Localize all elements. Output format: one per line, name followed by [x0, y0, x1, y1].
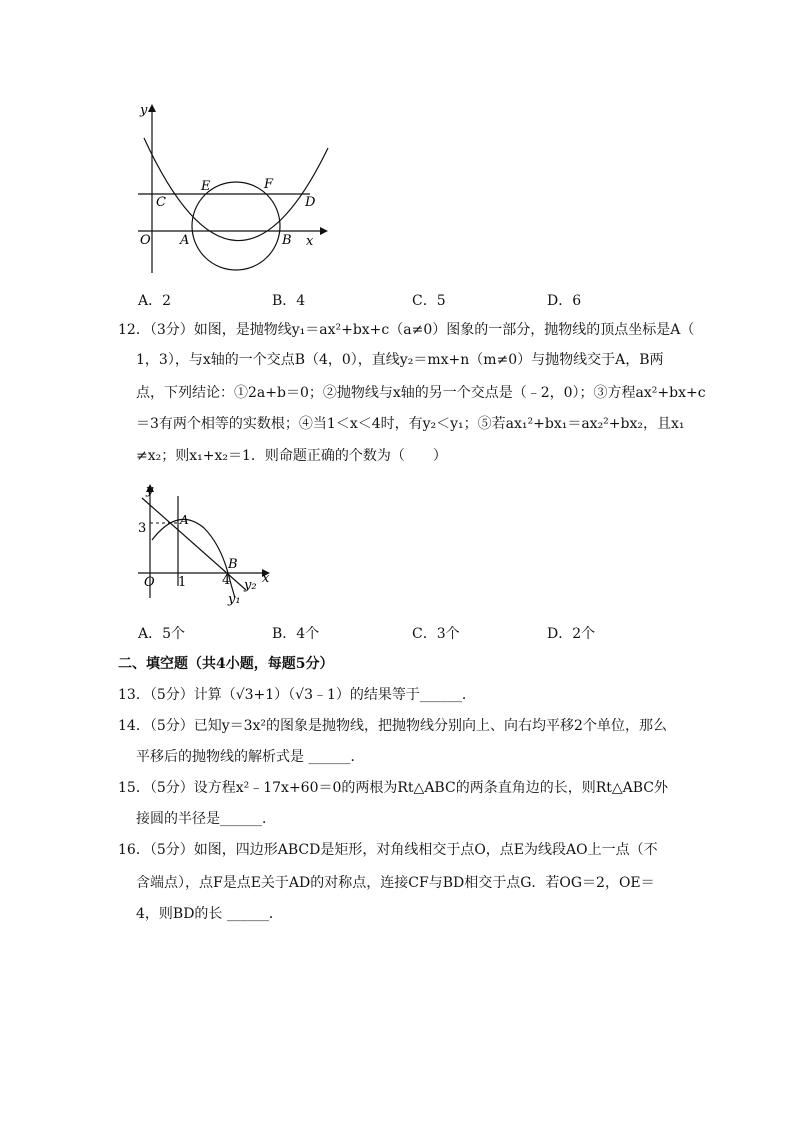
q12-figure [128, 478, 278, 608]
q11-label-d: D [305, 195, 316, 210]
q11-label-y: y [140, 103, 148, 118]
q16-line-1: 16．（5分）如图，四边形ABCD是矩形，对角线相交于点O，点E为线段AO上一点（不 [118, 842, 658, 858]
q11-figure [120, 98, 340, 278]
q12-label-a: A [180, 513, 189, 527]
q12-choices [0, 623, 794, 643]
q11-choices [0, 290, 794, 310]
q11-label-a: A [180, 233, 190, 248]
q11-circle [192, 182, 280, 270]
q12-label-1: 1 [178, 575, 187, 590]
q12-label-y: y [146, 483, 154, 498]
q12-label-y2: y₂ [244, 578, 257, 593]
q11-y-arrow-icon [148, 104, 156, 112]
q12-line-5: ≠x₂；则x₁+x₂＝1．则命题正确的个数为（ ） [136, 448, 447, 464]
q14-line-1: 14．（5分）已知y＝3x²的图象是抛物线，把抛物线分别向上、向右均平移2个单位，那么 [118, 718, 667, 734]
q11-label-e: E [201, 179, 211, 194]
q11-choice-a[interactable]: A．2 [138, 293, 172, 309]
q12-label-4: 4 [222, 573, 231, 588]
q11-choice-c[interactable]: C．5 [412, 293, 446, 309]
q12-line-3: 点，下列结论：①2a+b＝0；②抛物线与x轴的另一个交点是（﹣2，0）；③方程ax²+bx+c [136, 385, 706, 401]
q12-line-4: ＝3有两个相等的实数根；④当1＜x＜4时，有y₂＜y₁；⑤若ax₁²+bx₁＝ax₂²+bx₂，且x₁ [136, 416, 685, 432]
q14-line-2: 平移后的抛物线的解析式是 ______． [136, 749, 365, 765]
q11-choice-d[interactable]: D．6 [547, 293, 582, 309]
q12-line-2: 1，3），与x轴的一个交点B（4，0），直线y₂＝mx+n（m≠0）与抛物线交于A，B两 [136, 352, 664, 368]
q12-choice-d[interactable]: D．2个 [547, 626, 596, 642]
q12-label-y1: y₁ [228, 592, 241, 607]
q12-label-b: B [228, 557, 238, 572]
q12-line-y2 [142, 498, 246, 590]
q11-label-x: x [306, 234, 314, 249]
q12-choice-b[interactable]: B．4个 [272, 626, 320, 642]
q16-line-2: 含端点），点F是点E关于AD的对称点，连接CF与BD相交于点G．若OG＝2，OE＝ [136, 875, 655, 891]
q13-line: 13．（5分）计算（√3+1）（√3﹣1）的结果等于______． [118, 687, 476, 703]
section-2-title: 二、填空题（共4小题，每题5分） [118, 656, 334, 672]
q11-x-arrow-icon [320, 227, 328, 235]
q11-choice-b[interactable]: B．4 [272, 293, 306, 309]
q12-choice-c[interactable]: C．3个 [412, 626, 460, 642]
q16-line-3: 4，则BD的长 ______． [136, 906, 283, 922]
q11-parabola [144, 138, 328, 241]
q15-line-2: 接圆的半径是______． [136, 811, 276, 827]
q12-label-o: O [144, 575, 155, 590]
q11-label-c: C [156, 195, 166, 210]
q15-line-1: 15．（5分）设方程x²﹣17x+60＝0的两根为Rt△ABC的两条直角边的长，则Rt△ABC外 [118, 780, 668, 796]
q12-label-3: 3 [138, 521, 147, 536]
q12-line-1: 12．（3分）如图，是抛物线y₁＝ax²+bx+c（a≠0）图象的一部分，抛物线的顶点坐标是A（ [118, 322, 695, 338]
q11-label-o: O [140, 233, 151, 248]
q12-choice-a[interactable]: A．5个 [138, 626, 186, 642]
q12-label-x: x [262, 571, 270, 586]
q11-label-b: B [282, 233, 292, 248]
q11-label-f: F [264, 177, 274, 192]
